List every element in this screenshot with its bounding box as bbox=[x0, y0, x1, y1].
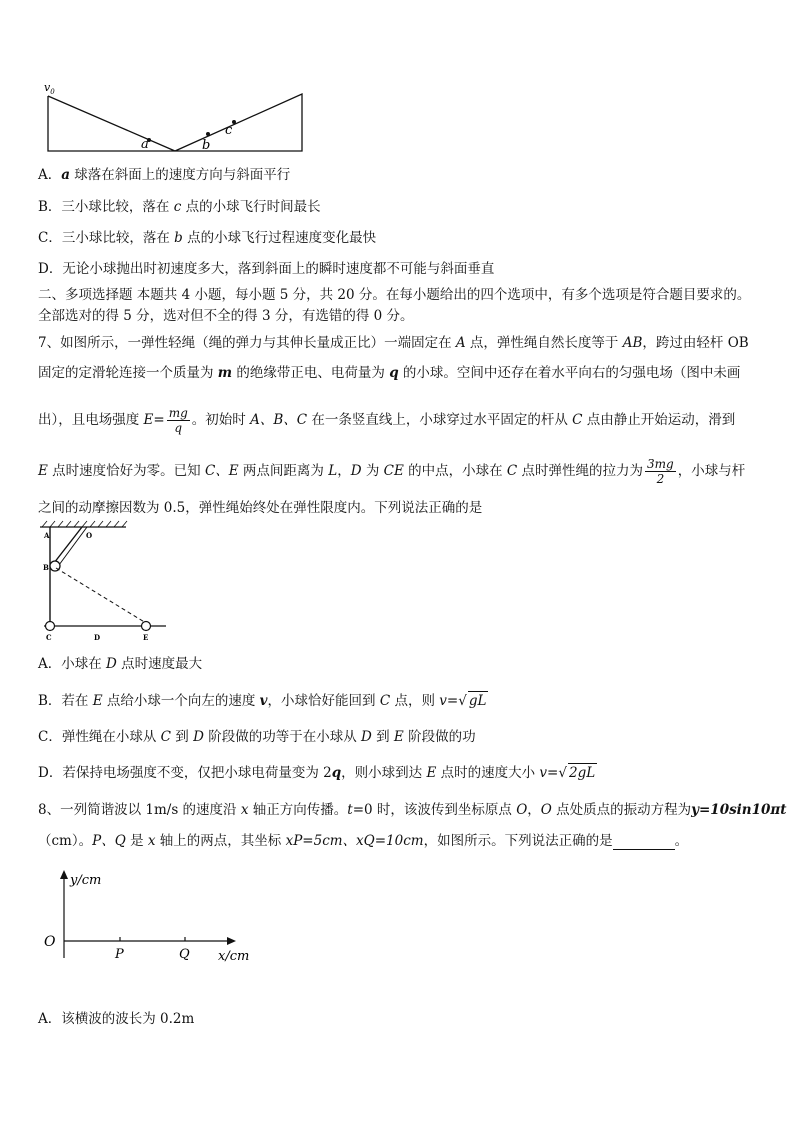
q-label: Q bbox=[179, 947, 190, 962]
q7-option-a: A．小球在 D 点时速度最大 bbox=[38, 656, 203, 672]
point-b-label: b bbox=[202, 138, 211, 153]
pulley-figure bbox=[34, 520, 174, 645]
q6-option-d: D．无论小球抛出时初速度多大，落到斜面上的瞬时速度都不可能与斜面垂直 bbox=[38, 261, 495, 277]
ball-at-c bbox=[46, 622, 55, 631]
dashed-string bbox=[56, 568, 146, 623]
label-e: E bbox=[143, 633, 149, 642]
q7-stem-line3: 出），且电场强度 E= $\frac{mg}{q}$ 。初始时 A、B、C 在一条竖直线上，小球穿过水平固定的杆从 C 点由静止开始运动，滑到 bbox=[38, 406, 736, 435]
q6-option-c: C．三小球比较，落在 b 点的小球飞行过程速度变化最快 bbox=[38, 230, 377, 246]
q7-option-c: C．弹性绳在小球从 C 到 D 阶段做的功等于在小球从 D 到 E 阶段做的功 bbox=[38, 729, 476, 745]
q7-stem-line2: 固定的定滑轮连接一个质量为 m 的绝缘带正电、电荷量为 q 的小球。空间中还存在着水平向右的匀强电场（图中未画 bbox=[38, 365, 741, 381]
y-axis-label: y/cm bbox=[70, 873, 102, 888]
v0-label: $v_0$ bbox=[44, 81, 55, 96]
answer-blank bbox=[613, 836, 675, 850]
p-label: P bbox=[115, 947, 124, 962]
q7-option-d: D．若保持电场强度不变，仅把小球电荷量变为 2q，则小球到达 E 点时的速度大小 v=√ 2gL bbox=[38, 765, 596, 781]
rod-ob-edge bbox=[59, 527, 87, 565]
label-c: C bbox=[46, 633, 52, 642]
q7-option-b: B．若在 E 点给小球一个向左的速度 v，小球恰好能回到 C 点，则 v=√ gL bbox=[38, 693, 487, 709]
origin-label: O bbox=[44, 934, 56, 950]
q7-stem-line1: 7、如图所示，一弹性轻绳（绳的弹力与其伸长量成正比）一端固定在 A 点，弹性绳自然长度等于 AB，跨过由轻杆 OB bbox=[38, 335, 749, 351]
point-a-label: a bbox=[141, 137, 149, 152]
tension-fraction: $\frac{3mg}{2}$ bbox=[647, 457, 674, 486]
point-c-dot bbox=[232, 120, 236, 124]
section2-heading: 二、多项选择题 本题共 4 小题，每小题 5 分，共 20 分。在每小题给出的四个选项中，有多个选项是符合题目要求的。 bbox=[38, 287, 751, 303]
x-axis-label: x/cm bbox=[218, 949, 250, 964]
section2-subheading: 全部选对的得 5 分，选对但不全的得 3 分，有选错的得 0 分。 bbox=[38, 308, 414, 324]
q7-stem-line5: 之间的动摩擦因数为 0.5，弹性绳始终处在弹性限度内。下列说法正确的是 bbox=[38, 500, 483, 516]
q6-option-a: A．a 球落在斜面上的速度方向与斜面平行 bbox=[38, 167, 291, 183]
q6-option-b: B．三小球比较，落在 c 点的小球飞行时间最长 bbox=[38, 199, 321, 215]
q7-stem-line4: E 点时速度恰好为零。已知 C、E 两点间距离为 L，D 为 CE 的中点，小球在 C 点时弹性绳的拉力为 $\frac{3mg}{2}$ ，小球与杆 bbox=[38, 457, 746, 486]
label-b: B bbox=[43, 563, 49, 572]
q8-stem-line1: 8、一列简谐波以 1m/s 的速度沿 x 轴正方向传播。t=0 时，该波传到坐标原点 O，O 点处质点的振动方程为y=10sin10πt bbox=[38, 802, 787, 818]
x-axis-arrow bbox=[227, 937, 236, 945]
y-axis-arrow bbox=[60, 870, 68, 879]
label-o: O bbox=[86, 531, 93, 540]
wave-axis-figure bbox=[38, 866, 268, 966]
q8-stem-line2: （cm）。P、Q 是 x 轴上的两点，其坐标 xP=5cm、xQ=10cm，如图所示。下列说法正确的是 。 bbox=[38, 833, 689, 849]
point-b-dot bbox=[206, 132, 210, 136]
point-c-label: c bbox=[225, 123, 233, 138]
incline-figure bbox=[40, 78, 310, 158]
label-d: D bbox=[94, 633, 101, 642]
field-fraction: $\frac{mg}{q}$ bbox=[168, 406, 188, 435]
rod-ob bbox=[54, 527, 82, 563]
label-a: A bbox=[44, 531, 50, 540]
q8-option-a: A．该横波的波长为 0.2m bbox=[38, 1011, 195, 1027]
incline-outline bbox=[48, 94, 302, 151]
ball-at-e bbox=[142, 622, 151, 631]
